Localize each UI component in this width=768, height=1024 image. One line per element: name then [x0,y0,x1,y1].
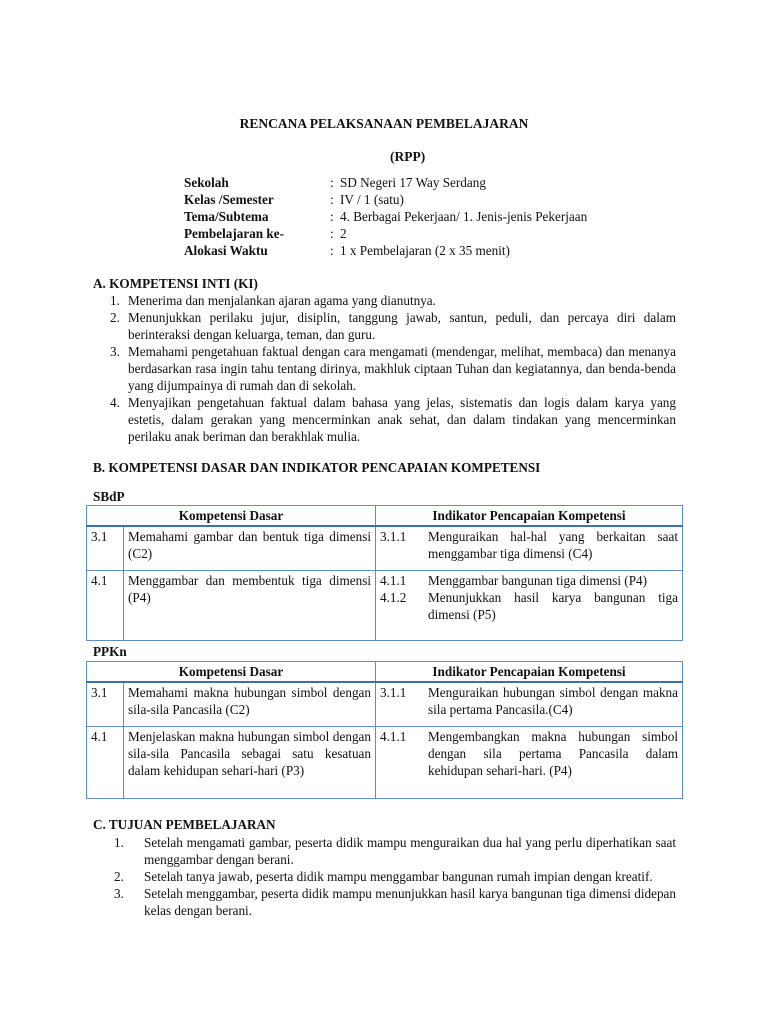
sbdp-label: SBdP [93,489,125,504]
kd-text: Memahami makna hubungan simbol dengan sila-sila Pancasila (C2) [124,682,376,726]
list-item [114,834,676,868]
column-header-ipk: Indikator Pencapaian Kompetensi [376,662,683,683]
kd-number: 4.1 [87,726,124,798]
indicator-cell [376,726,683,798]
ppkn-label: PPKn [93,644,127,659]
kd-text: Menggambar dan membentuk tiga dimensi (P4) [124,570,376,640]
identity-colon: : [330,226,334,241]
indicator-text: Menggambar bangunan tiga dimensi (P4) [428,572,648,588]
indicator-number: 3.1.1 [380,685,407,700]
ppkn-competency-table [86,661,683,799]
list-number: 3. [114,886,124,901]
table-row [87,682,683,726]
identity-value: 2 [340,226,347,241]
indicator-cell [376,682,683,726]
table-row [87,526,683,570]
kd-number: 3.1 [87,682,124,726]
identity-colon: : [330,209,334,224]
list-text: Menerima dan menjalankan ajaran agama yang dianutnya. [128,293,436,308]
list-item [110,292,676,309]
indicator-number: 4.1.1 [380,572,407,588]
section-a-heading: A. KOMPETENSI INTI (KI) [93,276,258,291]
column-header-kd: Kompetensi Dasar [87,662,376,683]
column-header-ipk: Indikator Pencapaian Kompetensi [376,506,683,527]
kd-number: 4.1 [87,570,124,640]
section-c-heading: C. TUJUAN PEMBELAJARAN [93,817,276,832]
section-b-heading: B. KOMPETENSI DASAR DAN INDIKATOR PENCAPAIAN KOMPETENSI [93,460,541,475]
identity-label: Alokasi Waktu [184,243,268,258]
list-text: Setelah mengamati gambar, peserta didik mampu menguraikan dua hal yang perlu diperhatikan saat menggambar dengan berani. [144,835,676,867]
document-title: RENCANA PELAKSANAAN PEMBELAJARAN [239,116,529,131]
list-text: Setelah menggambar, peserta didik mampu menunjukkan hasil karya bangunan tiga dimensi didepan kelas dengan berani. [144,886,676,918]
list-number: 4. [110,395,120,410]
indicator-cell [376,570,683,640]
identity-label: Pembelajaran ke- [184,226,284,241]
list-item [110,394,676,445]
indicator-text: Menguraikan hal-hal yang berkaitan saat menggambar tiga dimensi (C4) [428,529,678,561]
table-row [87,570,683,640]
list-text: Menunjukkan perilaku jujur, disiplin, tanggung jawab, santun, peduli, dan percaya diri dalam berinteraksi dengan keluarga, teman, dan guru. [128,310,676,342]
kd-text: Menjelaskan makna hubungan simbol dengan sila-sila Pancasila sebagai satu kesatuan dalam kehidupan sehari-hari (P3) [124,726,376,798]
list-number: 2. [114,869,124,884]
indicator-text: Menunjukkan hasil karya bangunan tiga dimensi (P5) [428,589,678,622]
indicator-cell [376,526,683,570]
identity-value: IV / 1 (satu) [340,192,404,207]
list-text: Menyajikan pengetahuan faktual dalam bahasa yang jelas, sistematis dan logis dalam karya yang estetis, dalam gerakan yang mencerminkan anak sehat, dan dalam tindakan yang mencerminkan perilaku anak beriman dan berakhlak mulia. [128,395,676,444]
identity-colon: : [330,243,334,258]
list-item [114,868,676,885]
list-text: Setelah tanya jawab, peserta didik mampu menggambar bangunan rumah impian dengan kreatif. [144,869,653,884]
identity-value: 1 x Pembelajaran (2 x 35 menit) [340,243,510,258]
list-text: Memahami pengetahuan faktual dengan cara mengamati (mendengar, melihat, membaca) dan menanya berdasarkan rasa ingin tahu tentang dirinya, makhluk ciptaan Tuhan dan kegiatannya, dan benda-benda yang dijumpainya di rumah dan di sekolah. [128,344,676,393]
column-header-kd: Kompetensi Dasar [87,506,376,527]
identity-label: Sekolah [184,175,229,190]
indicator-text: Mengembangkan makna hubungan simbol dengan sila pertama Pancasila dalam kehidupan sehari-hari. (P4) [428,728,678,778]
identity-colon: : [330,175,334,190]
table-row [87,726,683,798]
list-item [110,343,676,394]
sbdp-competency-table [86,505,683,641]
identity-value: SD Negeri 17 Way Serdang [340,175,486,190]
kd-number: 3.1 [87,526,124,570]
list-item [110,309,676,343]
list-number: 1. [110,293,120,308]
indicator-text: Menguraikan hubungan simbol dengan makna sila pertama Pancasila.(C4) [428,685,678,717]
identity-label: Kelas /Semester [184,192,274,207]
list-item [114,885,676,919]
list-number: 2. [110,310,120,325]
list-number: 3. [110,344,120,359]
learning-objective-list [114,834,676,919]
indicator-number: 3.1.1 [380,529,407,544]
kd-text: Memahami gambar dan bentuk tiga dimensi (C2) [124,526,376,570]
list-number: 1. [114,835,124,850]
identity-value: 4. Berbagai Pekerjaan/ 1. Jenis-jenis Pekerjaan [340,209,588,224]
core-competency-list [110,292,676,445]
indicator-number: 4.1.2 [380,589,407,605]
document-subtitle: (RPP) [390,149,426,164]
identity-colon: : [330,192,334,207]
indicator-number: 4.1.1 [380,728,407,744]
identity-label: Tema/Subtema [184,209,269,224]
